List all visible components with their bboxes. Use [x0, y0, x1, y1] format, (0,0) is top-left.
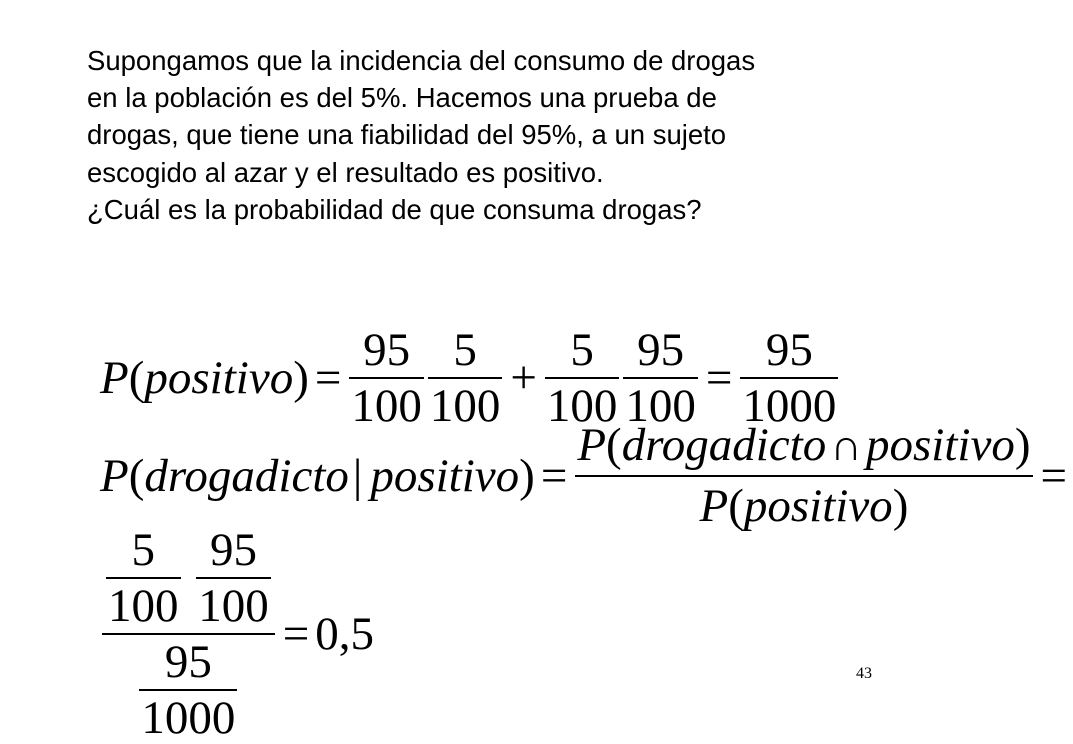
equation-conditional	[100, 419, 1073, 532]
eq2-fraction	[575, 419, 1032, 532]
eq3-top-fraction-2	[196, 524, 271, 632]
eq3-t2-den: 100	[198, 580, 269, 632]
eq2-numerator	[575, 419, 1032, 471]
eq2-given-bar: |	[352, 449, 363, 502]
eq1-f2-bar	[428, 377, 503, 379]
eq2-den-arg: positivo	[743, 480, 893, 532]
problem-line-4: escogido al azar y el resultado es positivo.	[87, 156, 604, 188]
eq1-f1-bar	[349, 377, 424, 379]
eq1-f3-den: 100	[546, 380, 618, 432]
eq1-fraction-4	[623, 324, 698, 432]
eq1-result-fraction	[740, 324, 838, 432]
eq2-lhs-arg1: drogadicto	[144, 449, 349, 502]
eq3-t2-num: 95	[210, 524, 257, 576]
eq3-top	[102, 524, 275, 632]
eq1-f4-num: 95	[637, 324, 685, 376]
eq3-complex-fraction	[102, 524, 275, 744]
eq3-bottom-fraction	[139, 636, 237, 744]
eq2-num-arg1: drogadicto	[621, 419, 827, 471]
eq1-f2-den: 100	[429, 380, 501, 432]
page-number: 43	[856, 665, 872, 682]
eq3-t1-num: 5	[131, 524, 155, 576]
eq3-b-num: 95	[164, 636, 212, 688]
problem-line-1: Supongamos que la incidencia del consumo de drogas	[87, 45, 756, 76]
eq2-den-open: (	[728, 480, 744, 532]
eq1-f1-den: 100	[351, 380, 422, 432]
eq1-lhs-p: P	[100, 352, 129, 404]
eq1-result-bar	[740, 377, 838, 379]
eq1-f3-num: 5	[570, 324, 594, 376]
eq1-f2-num: 5	[453, 324, 477, 376]
eq2-den-close: )	[892, 480, 909, 532]
eq3-top-fraction-1	[106, 524, 181, 632]
equation-p-positivo	[100, 324, 840, 432]
eq1-plus: +	[510, 352, 537, 404]
eq1-fraction-1	[349, 324, 424, 432]
eq2-lhs-open: (	[128, 449, 145, 502]
problem-question: ¿Cuál es la probabilidad de que consuma drogas?	[87, 193, 702, 225]
eq3-t1-den: 100	[108, 580, 179, 632]
eq3-equals: =	[282, 608, 310, 660]
eq1-lhs-arg: positivo	[144, 352, 294, 404]
eq2-lhs-close: )	[519, 449, 535, 502]
problem-line-3: drogas, que tiene una fiabilidad del 95%, a un sujeto	[87, 119, 727, 151]
eq1-equals: =	[314, 352, 342, 404]
eq2-num-open: (	[606, 419, 622, 471]
eq2-num-p: P	[577, 419, 607, 471]
eq1-result-num: 95	[765, 324, 813, 376]
eq1-result-den: 1000	[742, 380, 837, 432]
problem-line-2: en la población es del 5%. Hacemos una prueba de	[87, 82, 717, 114]
eq1-lhs-close: )	[293, 352, 309, 404]
eq1-equals-2: =	[705, 352, 733, 404]
eq2-denominator	[697, 480, 910, 532]
eq1-f1-num: 95	[363, 324, 411, 376]
eq3-bottom	[135, 636, 241, 744]
eq3-b-den: 1000	[141, 692, 236, 744]
eq2-den-p: P	[699, 480, 729, 532]
eq1-lhs-open: (	[128, 352, 145, 404]
eq1-fraction-2	[428, 324, 503, 432]
eq1-f4-bar	[623, 377, 698, 379]
eq2-lhs-p: P	[100, 449, 129, 502]
equation-result	[100, 524, 375, 744]
eq2-lhs-arg2: positivo	[370, 449, 520, 502]
eq1-fraction-3	[545, 324, 620, 432]
eq3-t2-bar	[196, 577, 271, 579]
eq2-num-arg2: positivo	[866, 419, 1015, 471]
eq2-num-close: )	[1014, 419, 1031, 471]
eq2-equals: =	[540, 449, 568, 502]
problem-statement	[87, 42, 887, 228]
eq2-trailing-equals: =	[1040, 449, 1068, 502]
eq2-fraction-bar	[575, 475, 1032, 477]
intersection-symbol: ∩	[830, 421, 863, 470]
eq1-f3-bar	[545, 377, 620, 379]
eq3-main-bar	[102, 633, 275, 635]
eq3-b-bar	[139, 689, 237, 691]
eq3-t1-bar	[106, 577, 181, 579]
eq1-f4-den: 100	[625, 380, 696, 432]
eq3-result-value: 0,5	[315, 608, 375, 660]
